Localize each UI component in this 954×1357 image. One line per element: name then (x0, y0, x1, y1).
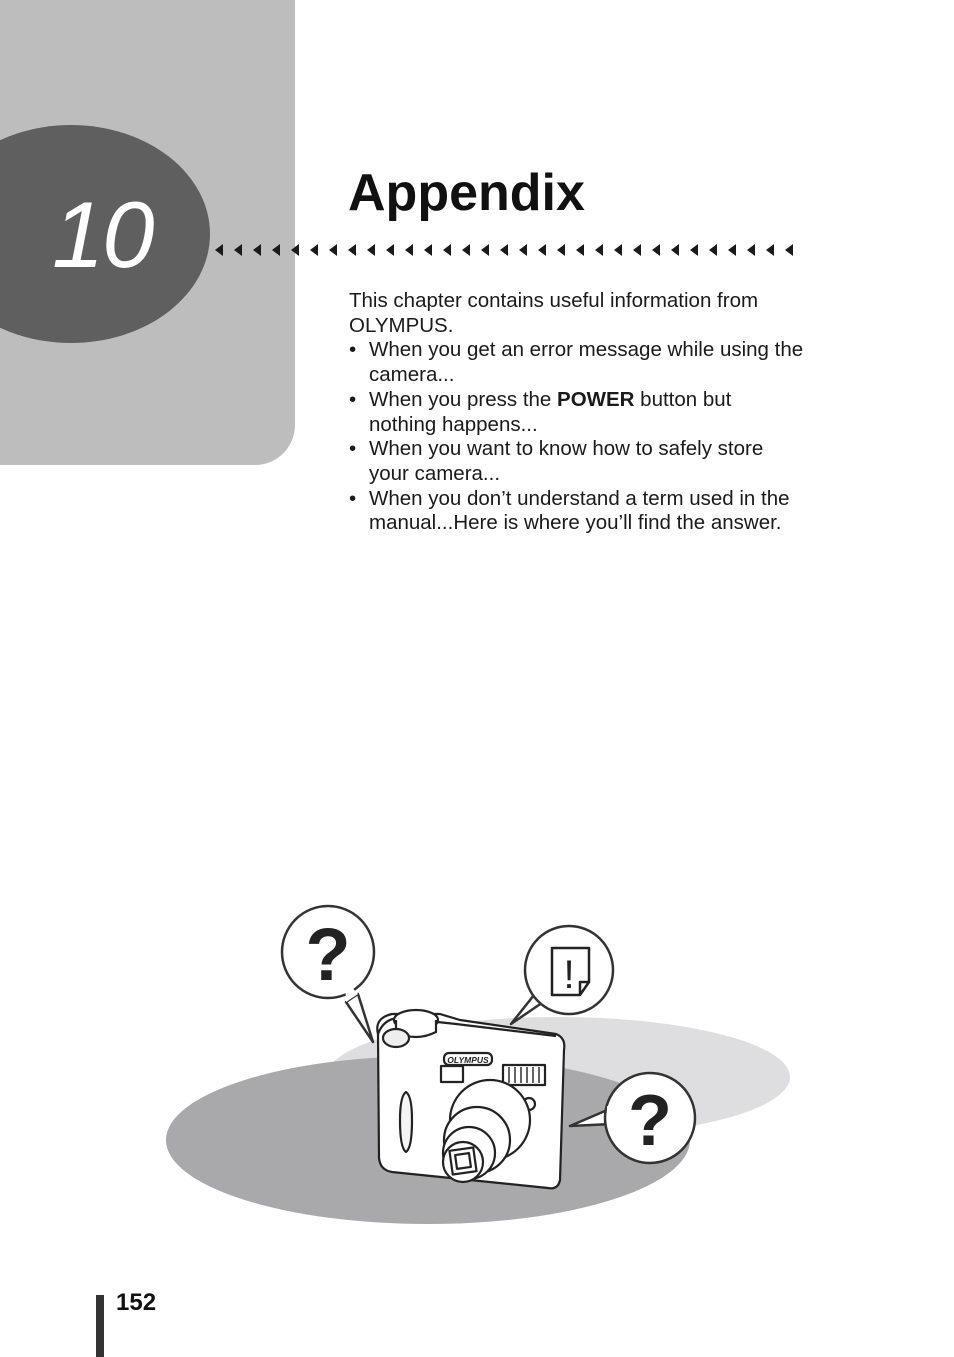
arrow-left-icon (747, 244, 755, 256)
arrow-left-icon (405, 244, 413, 256)
arrow-left-icon (576, 244, 584, 256)
arrow-left-icon (766, 244, 774, 256)
arrow-left-icon (272, 244, 280, 256)
arrow-left-icon (633, 244, 641, 256)
power-button-label: POWER (557, 387, 635, 411)
arrow-left-icon (557, 244, 565, 256)
list-item-text: When you get an error message while using the camera... (369, 338, 804, 387)
arrow-left-icon (291, 244, 299, 256)
arrow-left-icon (310, 244, 318, 256)
question-mark-icon: ? (628, 1081, 672, 1161)
bullet-icon: • (349, 338, 357, 362)
list-item (349, 338, 804, 387)
list-item (349, 437, 804, 486)
arrow-left-icon (481, 244, 489, 256)
arrow-left-icon (253, 244, 261, 256)
exclamation-mark-icon: ! (563, 953, 575, 997)
camera-brand-label: OLYMPUS (447, 1055, 489, 1065)
bullet-icon: • (349, 486, 357, 510)
arrow-left-icon (367, 244, 375, 256)
chapter-title: Appendix (348, 164, 585, 222)
arrow-left-icon (443, 244, 451, 256)
page-marker-bar (96, 1295, 104, 1357)
arrow-divider (213, 242, 798, 258)
question-bubble-left (282, 906, 374, 1042)
intro-paragraph: This chapter contains useful information from OLYMPUS. (349, 289, 759, 337)
list-item-text: When you press the (369, 387, 558, 411)
arrow-left-icon (348, 244, 356, 256)
camera-illustration (160, 900, 800, 1230)
arrow-left-icon (234, 244, 242, 256)
chapter-intro-block (349, 289, 804, 536)
arrow-left-icon (595, 244, 603, 256)
arrow-left-icon (614, 244, 622, 256)
question-mark-icon: ? (305, 913, 351, 996)
exclamation-bubble (511, 926, 613, 1024)
arrow-left-icon (424, 244, 432, 256)
topic-list (349, 338, 804, 536)
arrow-left-icon (329, 244, 337, 256)
bullet-icon: • (349, 387, 357, 411)
list-item (349, 388, 804, 437)
list-item-text: button but nothing happens... (369, 387, 732, 436)
list-item (349, 487, 804, 536)
arrow-left-icon (386, 244, 394, 256)
arrow-left-icon (538, 244, 546, 256)
camera-icon (377, 1010, 564, 1188)
arrow-left-icon (652, 244, 660, 256)
arrow-left-icon (690, 244, 698, 256)
page-number: 152 (116, 1289, 157, 1316)
arrow-left-icon (500, 244, 508, 256)
arrow-left-icon (519, 244, 527, 256)
arrow-left-icon (462, 244, 470, 256)
arrow-left-icon (215, 244, 223, 256)
list-item-text: When you want to know how to safely store your camera... (369, 437, 764, 485)
chapter-number: 10 (52, 182, 153, 287)
list-item-text: When you don’t understand a term used in the manual...Here is where you’ll find the answer. (369, 486, 790, 535)
arrow-left-icon (709, 244, 717, 256)
arrow-left-icon (785, 244, 793, 256)
bullet-icon: • (349, 437, 357, 461)
arrow-left-icon (728, 244, 736, 256)
arrow-left-icon (671, 244, 679, 256)
